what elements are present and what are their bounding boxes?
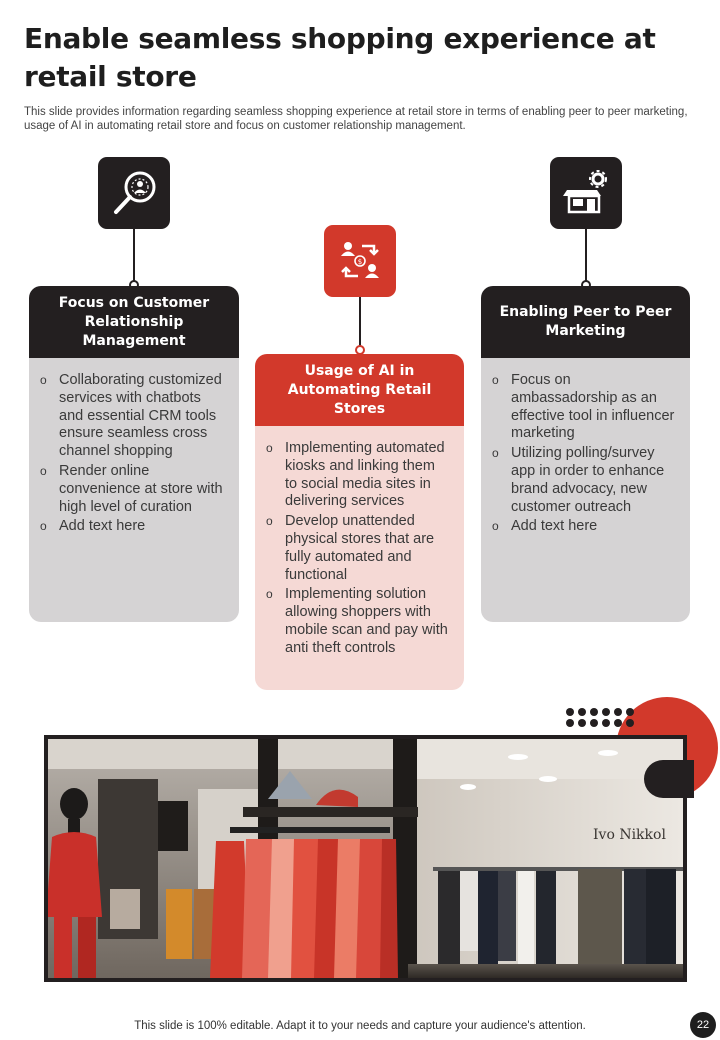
list-item: o Focus on ambassadorship as an effective tool in influencer marketing [491,372,676,443]
page-subtitle: This slide provides information regarding seamless shopping experience at retail store in terms of enabling peer to peer marketing, usage of AI in automating retail store and focus on customer relationship management. [24,106,688,132]
connector-line-left [133,229,135,281]
magnifier-customer-icon [98,157,170,229]
card-bullet-list [29,358,239,536]
list-item: o Add text here [39,518,225,536]
list-item: o Add text here [491,518,676,536]
page-title: Enable seamless shopping experience at retail store [24,22,656,93]
footer-note: This slide is 100% editable. Adapt it to your needs and capture your audience's attention. [134,1020,586,1032]
list-item: o Implementing automated kiosks and linking them to social media sites in delivering services [265,440,450,511]
user-exchange-icon [324,225,396,297]
decorative-dark-pill [644,760,694,798]
svg-text:$: $ [357,258,363,266]
card-bullet-list [481,358,690,536]
list-item: o Collaborating customized services with chatbots and essential CRM tools ensure seamless cross channel shopping [39,372,225,461]
list-item: o Utilizing polling/survey app in order to enhance brand advocacy, new customer outreach [491,445,676,516]
card-customer-relationship [29,286,239,622]
store-gear-icon [550,157,622,229]
page-number-badge: 22 [690,1012,716,1038]
card-title: Focus on Customer Relationship Management [29,286,239,358]
retail-store-photo [44,735,687,982]
connector-line-right [585,229,587,281]
list-item: o Implementing solution allowing shoppers with mobile scan and pay with anti theft controls [265,586,450,657]
list-item: o Develop unattended physical stores that are fully automated and functional [265,513,450,584]
card-title: Enabling Peer to Peer Marketing [481,286,690,358]
card-title: Usage of AI in Automating Retail Stores [255,354,464,426]
store-sign-text: Ivo Nikkol [593,827,666,843]
connector-line-center [359,297,361,347]
card-ai-automation [255,354,464,690]
list-item: o Render online convenience at store with high level of curation [39,463,225,516]
card-bullet-list [255,426,464,658]
card-peer-marketing [481,286,690,622]
